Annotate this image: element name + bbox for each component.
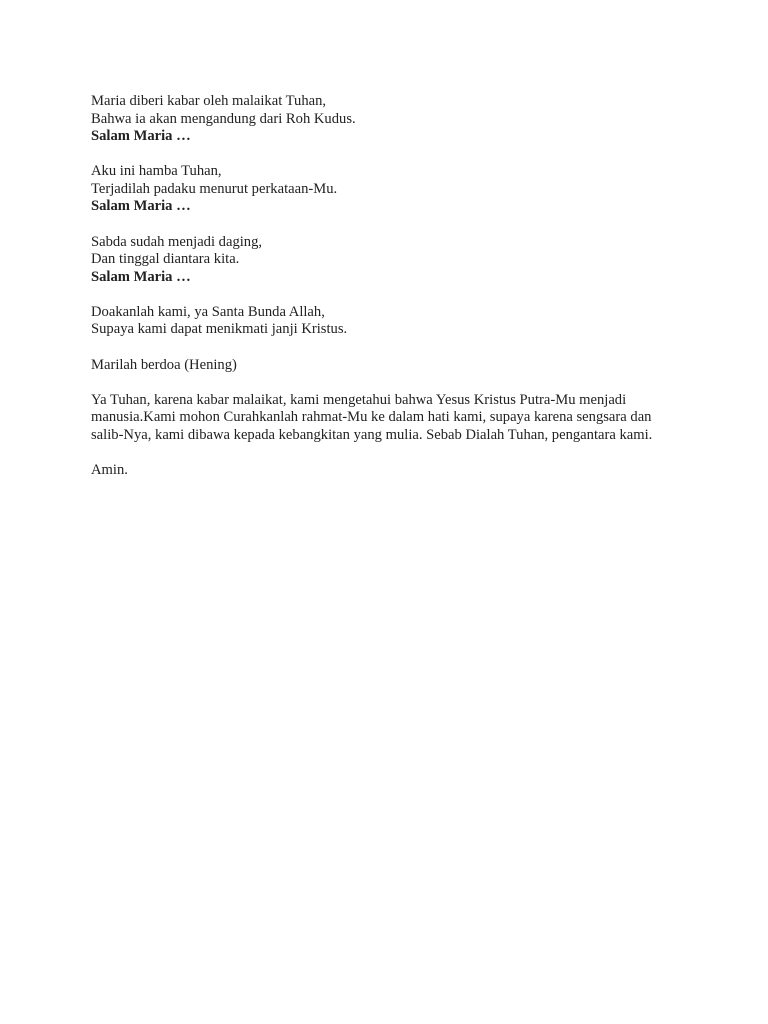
document-page [91, 93, 691, 497]
stanza-line: Aku ini hamba Tuhan, [91, 163, 222, 180]
stanza-1 [91, 93, 691, 146]
stanza-line: Terjadilah padaku menurut perkataan-Mu. [91, 180, 338, 197]
refrain-salam-maria: Salam Maria … [91, 268, 191, 285]
stanza-line: Doakanlah kami, ya Santa Bunda Allah, [91, 303, 325, 320]
prayer-line: salib-Nya, kami dibawa kepada kebangkitan yang mulia. Sebab Dialah Tuhan, pengantara kami. [91, 426, 653, 443]
invitation-paragraph [91, 357, 681, 375]
stanza-3 [91, 234, 691, 287]
stanza-line: Supaya kami dapat menikmati janji Kristus. [91, 321, 348, 338]
stanza-4 [91, 304, 691, 339]
invitation-text: Marilah berdoa (Hening) [91, 356, 237, 373]
refrain-salam-maria: Salam Maria … [91, 128, 191, 145]
prayer-line: Ya Tuhan, karena kabar malaikat, kami mengetahui bahwa Yesus Kristus Putra-Mu menjadi [91, 391, 627, 408]
stanza-2 [91, 163, 691, 216]
prayer-line: manusia.Kami mohon Curahkanlah rahmat-Mu ke dalam hati kami, supaya karena sengsara dan [91, 409, 652, 426]
closing-text: Amin. [91, 461, 128, 478]
stanza-line: Dan tinggal diantara kita. [91, 251, 240, 268]
stanza-line: Maria diberi kabar oleh malaikat Tuhan, [91, 93, 327, 109]
closing-paragraph [91, 462, 681, 480]
refrain-salam-maria: Salam Maria … [91, 198, 191, 215]
stanza-line: Sabda sudah menjadi daging, [91, 233, 263, 250]
stanza-line: Bahwa ia akan mengandung dari Roh Kudus. [91, 110, 356, 127]
prayer-paragraph [91, 392, 681, 445]
